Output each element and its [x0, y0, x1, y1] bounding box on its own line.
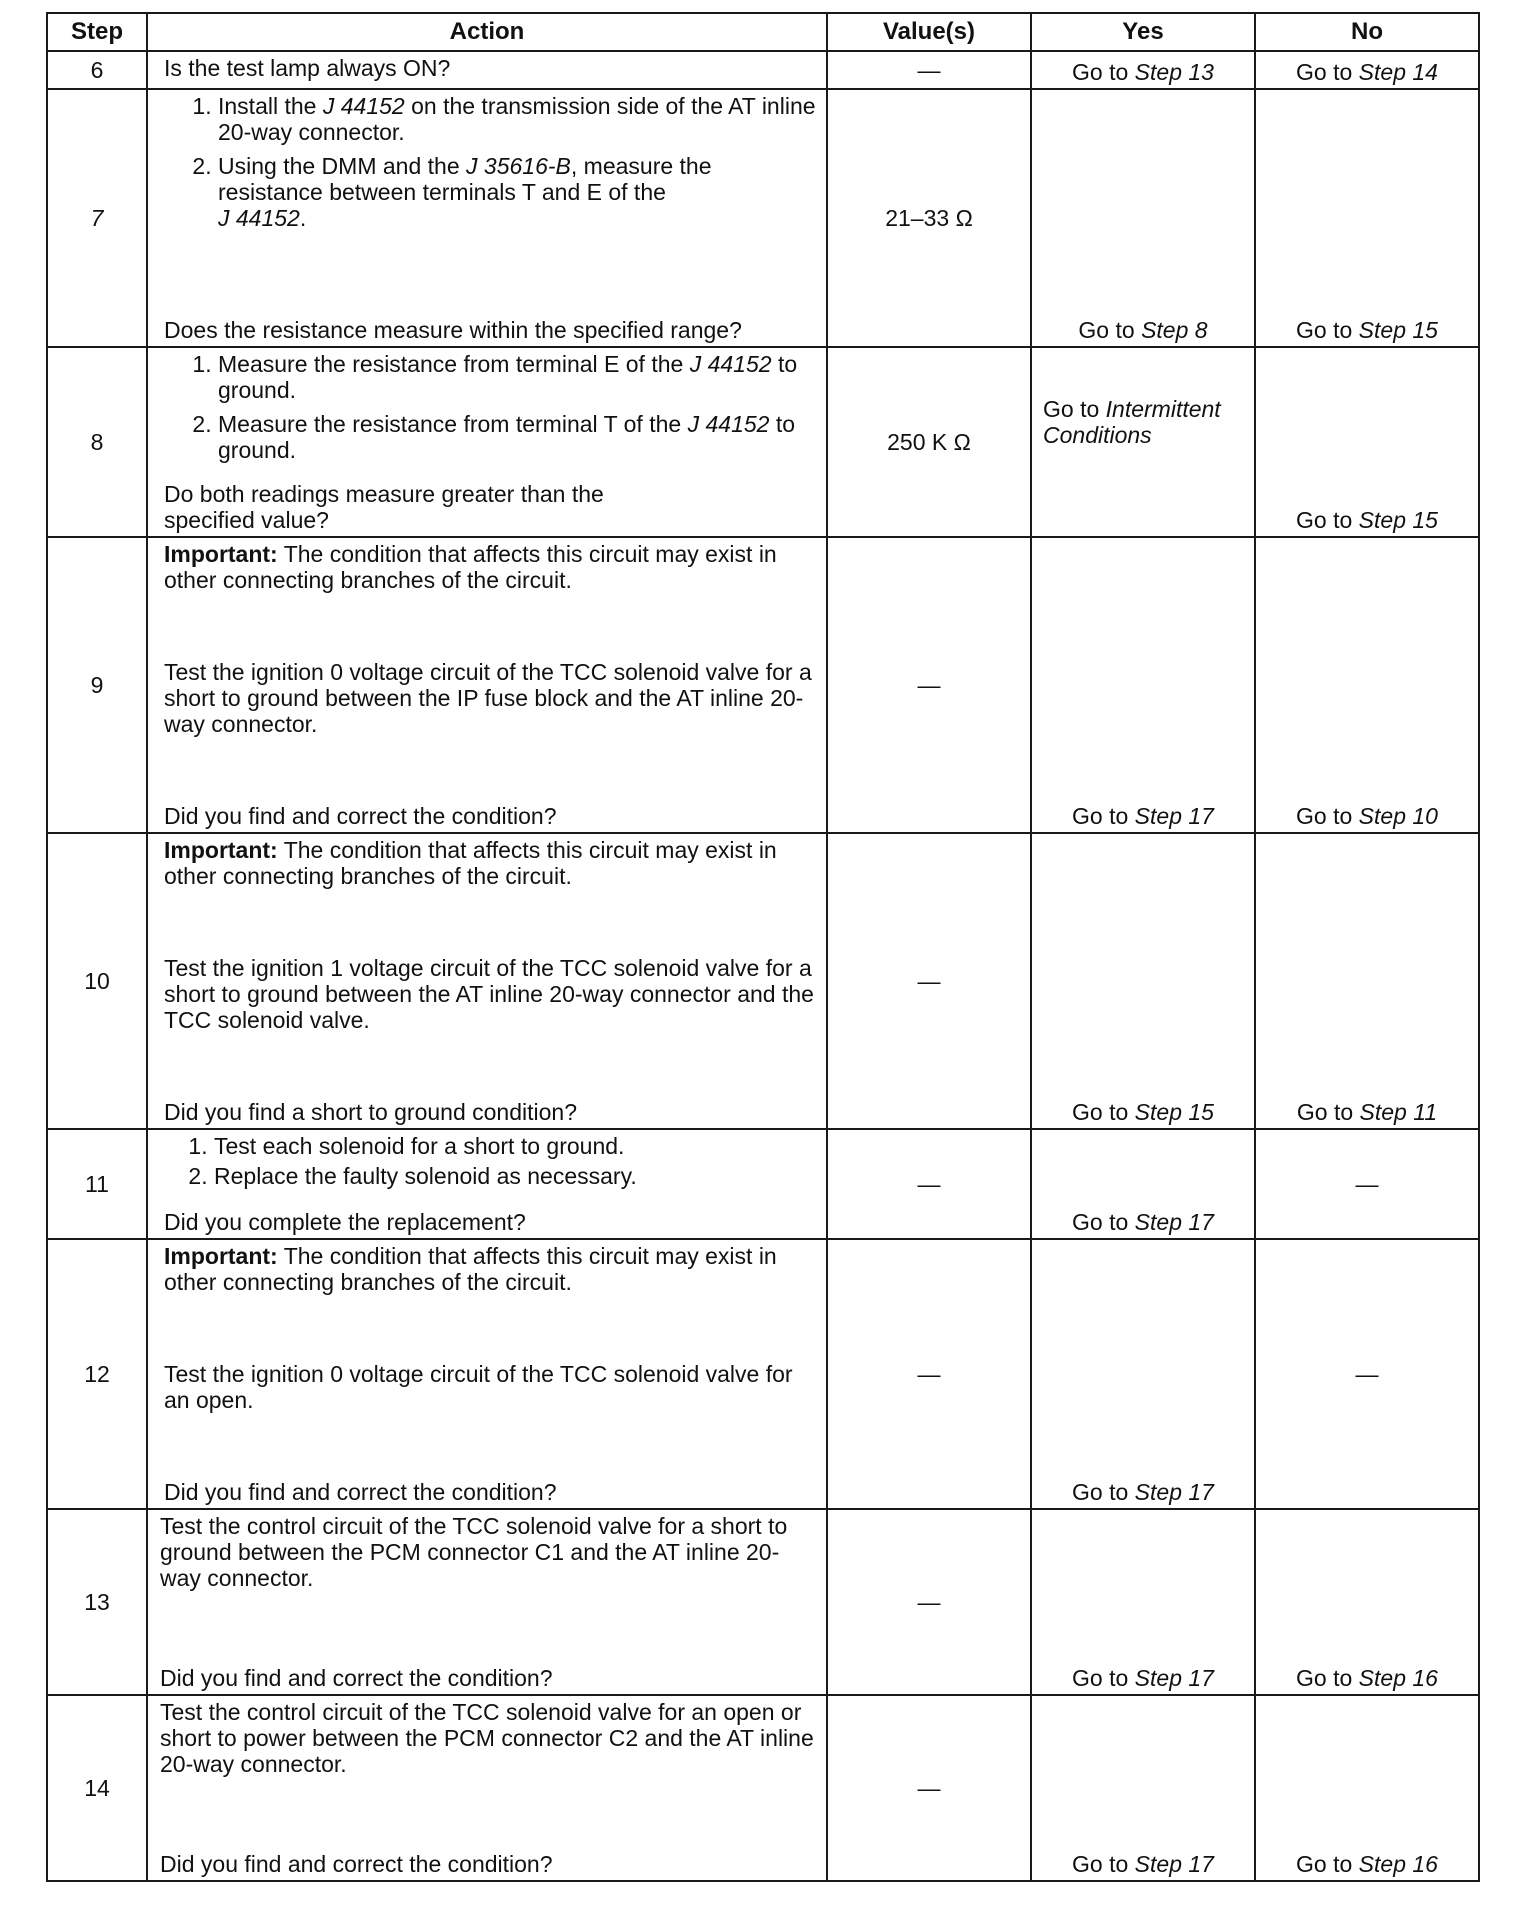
no-cell [1255, 537, 1479, 833]
yes-link: Go to Step 17 [1072, 1479, 1214, 1505]
action-cell [147, 1509, 827, 1695]
no-cell [1255, 51, 1479, 89]
yes-link: Go to Intermittent Conditions [1043, 396, 1221, 448]
yes-link: Go to Step 15 [1072, 1099, 1214, 1125]
header-step: Step [47, 13, 147, 51]
action-cell [147, 1695, 827, 1881]
action-body: Test the control circuit of the TCC solenoid valve for a short to ground between the PCM connector C1 and the AT inline 20-way connector. [160, 1513, 788, 1591]
step-number: 9 [47, 537, 147, 833]
value-cell: 250 K Ω [827, 347, 1031, 537]
no-cell [1255, 347, 1479, 537]
table-row [47, 537, 1479, 833]
no-cell [1255, 1509, 1479, 1695]
list-item: 2. Using the DMM and the J 35616-B, measure the resistance between terminals T and E of the J 44152. [218, 153, 816, 231]
no-link: Go to Step 11 [1296, 1099, 1438, 1125]
no-cell: — [1255, 1129, 1479, 1239]
step-number: 11 [47, 1129, 147, 1239]
no-link: Go to Step 15 [1296, 507, 1438, 533]
yes-cell [1031, 537, 1255, 833]
header-row [47, 13, 1479, 51]
action-body: Test the control circuit of the TCC solenoid valve for an open or short to power between the PCM connector C2 and the AT inline 20-way connector. [160, 1699, 814, 1777]
table-row [47, 347, 1479, 537]
value-cell: 21–33 Ω [827, 89, 1031, 347]
yes-cell [1031, 833, 1255, 1129]
value-cell: — [827, 51, 1031, 89]
action-list [164, 351, 816, 465]
step-number: 14 [47, 1695, 147, 1881]
yes-link: Go to Step 17 [1072, 1851, 1214, 1877]
no-link: Go to Step 15 [1296, 317, 1438, 343]
value-cell: — [827, 1129, 1031, 1239]
table-row [47, 833, 1479, 1129]
action-cell [147, 1129, 827, 1239]
yes-cell [1031, 1509, 1255, 1695]
no-link: Go to Step 16 [1296, 1665, 1438, 1691]
action-cell [147, 347, 827, 537]
table-row [47, 1239, 1479, 1509]
yes-cell [1031, 347, 1255, 537]
diagnostic-table [46, 12, 1480, 1882]
no-link: Go to Step 16 [1296, 1851, 1438, 1877]
action-cell [147, 833, 827, 1129]
no-link: Go to Step 14 [1296, 59, 1438, 85]
header-action: Action [147, 13, 827, 51]
value-cell: — [827, 1695, 1031, 1881]
step-number: 6 [47, 51, 147, 89]
yes-link: Go to Step 17 [1072, 1209, 1214, 1235]
action-question: Do both readings measure greater than the specified value? [164, 481, 604, 533]
header-no: No [1255, 13, 1479, 51]
table-row [47, 51, 1479, 89]
yes-cell [1031, 89, 1255, 347]
action-question: Did you complete the replacement? [164, 1209, 526, 1235]
step-number: 8 [47, 347, 147, 537]
step-number: 13 [47, 1509, 147, 1695]
yes-cell [1031, 1695, 1255, 1881]
table-row [47, 1695, 1479, 1881]
action-question: Did you find and correct the condition? [160, 1665, 553, 1691]
action-body: Test the ignition 0 voltage circuit of the TCC solenoid valve for a short to ground between the IP fuse block and the AT inline 20-way connector. [164, 659, 812, 737]
important-note: Important: The condition that affects this circuit may exist in other connecting branches of the circuit. [164, 1243, 777, 1295]
value-cell: — [827, 1239, 1031, 1509]
action-list [164, 93, 816, 233]
action-body: Test the ignition 1 voltage circuit of the TCC solenoid valve for a short to ground between the AT inline 20-way connector and the TCC solenoid valve. [164, 955, 814, 1033]
action-question: Did you find and correct the condition? [164, 1479, 557, 1505]
action-cell [147, 89, 827, 347]
table-row [47, 1509, 1479, 1695]
yes-cell [1031, 1239, 1255, 1509]
action-cell [147, 51, 827, 89]
list-item: 1. Measure the resistance from terminal E of the J 44152 to ground. [218, 351, 816, 403]
yes-link: Go to Step 8 [1078, 317, 1208, 343]
list-item: 1. Install the J 44152 on the transmission side of the AT inline 20-way connector. [218, 93, 816, 145]
important-note: Important: The condition that affects this circuit may exist in other connecting branches of the circuit. [164, 837, 777, 889]
value-cell: — [827, 537, 1031, 833]
table-row [47, 89, 1479, 347]
step-number: 12 [47, 1239, 147, 1509]
yes-link: Go to Step 17 [1072, 1665, 1214, 1691]
action-body: Test the ignition 0 voltage circuit of the TCC solenoid valve for an open. [164, 1361, 793, 1413]
action-question: Does the resistance measure within the specified range? [164, 317, 742, 343]
no-cell [1255, 89, 1479, 347]
list-item: 1. Test each solenoid for a short to ground. [214, 1133, 816, 1159]
yes-link: Go to Step 17 [1072, 803, 1214, 829]
header-yes: Yes [1031, 13, 1255, 51]
yes-link: Go to Step 13 [1072, 59, 1214, 85]
action-list [164, 1133, 816, 1191]
action-cell [147, 537, 827, 833]
action-question: Did you find and correct the condition? [160, 1851, 553, 1877]
action-question: Is the test lamp always ON? [164, 55, 451, 81]
yes-cell [1031, 1129, 1255, 1239]
table-row [47, 1129, 1479, 1239]
no-cell: — [1255, 1239, 1479, 1509]
step-number: 10 [47, 833, 147, 1129]
action-cell [147, 1239, 827, 1509]
list-item: 2. Replace the faulty solenoid as necessary. [214, 1163, 816, 1189]
no-cell [1255, 1695, 1479, 1881]
header-values: Value(s) [827, 13, 1031, 51]
step-number: 7 [47, 89, 147, 347]
value-cell: — [827, 833, 1031, 1129]
list-item: 2. Measure the resistance from terminal T of the J 44152 to ground. [218, 411, 816, 463]
no-cell [1255, 833, 1479, 1129]
yes-cell [1031, 51, 1255, 89]
action-question: Did you find and correct the condition? [164, 803, 557, 829]
value-cell: — [827, 1509, 1031, 1695]
important-note: Important: The condition that affects this circuit may exist in other connecting branches of the circuit. [164, 541, 777, 593]
no-link: Go to Step 10 [1296, 803, 1438, 829]
action-question: Did you find a short to ground condition? [164, 1099, 577, 1125]
